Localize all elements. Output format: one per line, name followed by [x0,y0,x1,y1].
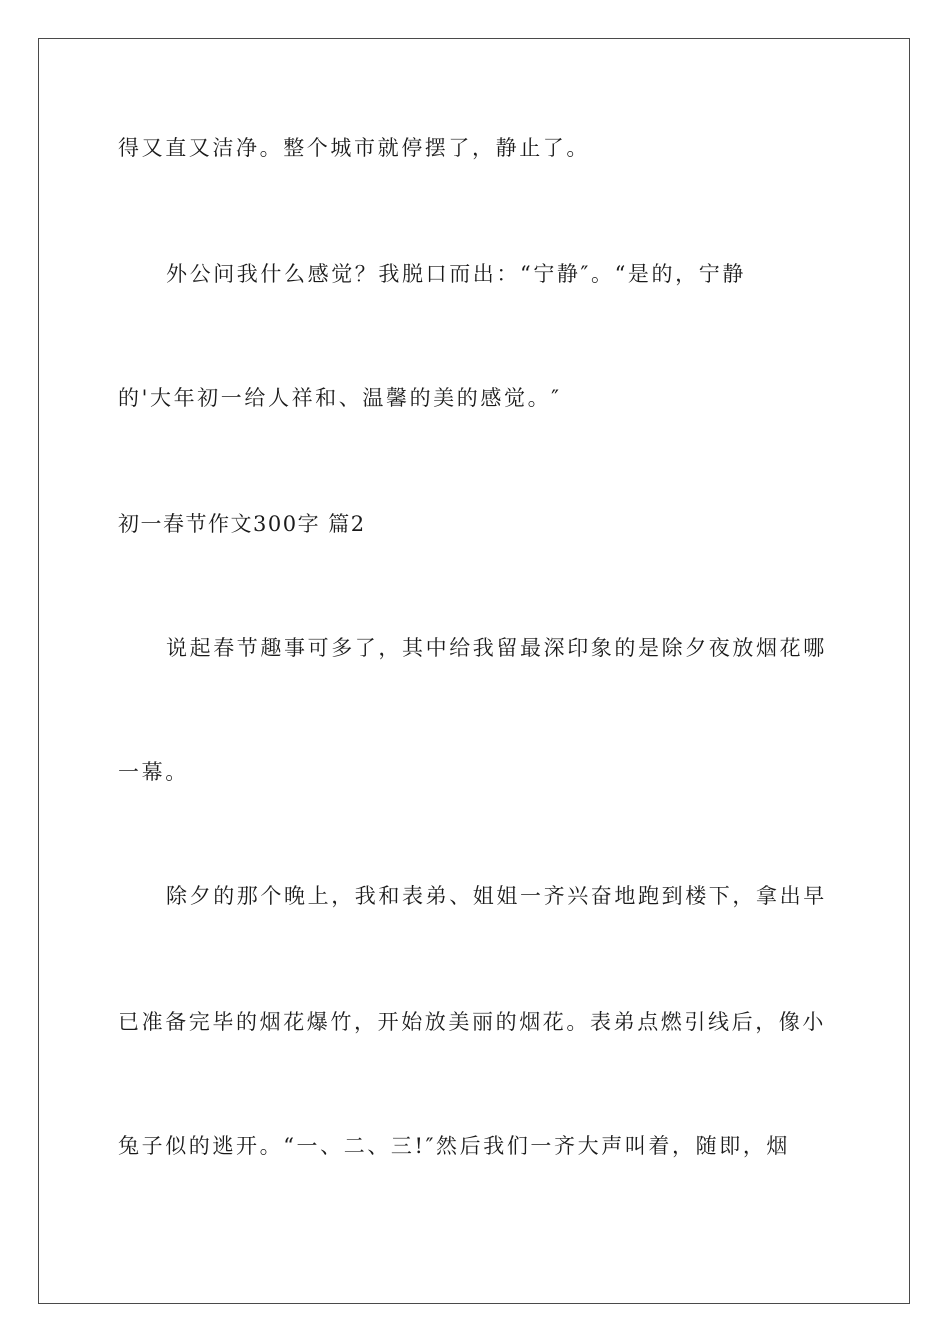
paragraph-line: 一幕。 [118,760,189,784]
paragraph-line: 已准备完毕的烟花爆竹，开始放美丽的烟花。表弟点燃引线后，像小 [118,1010,826,1034]
paragraph-line: 说起春节趣事可多了，其中给我留最深印象的是除夕夜放烟花哪 [166,636,827,660]
section-heading: 初一春节作文300字 篇2 [118,512,366,536]
paragraph-line: 得又直又洁净。整个城市就停摆了，静止了。 [118,136,590,160]
paragraph-line: 的'大年初一给人祥和、温馨的美的感觉。″ [118,386,562,410]
page-border [38,38,910,1304]
paragraph-line: 除夕的那个晚上，我和表弟、姐姐一齐兴奋地跑到楼下，拿出早 [166,884,827,908]
paragraph-line: 兔子似的逃开。“一、二、三!″然后我们一齐大声叫着，随即，烟 [118,1134,791,1158]
paragraph-line: 外公问我什么感觉？我脱口而出：“宁静″。“是的，宁静 [166,262,746,286]
